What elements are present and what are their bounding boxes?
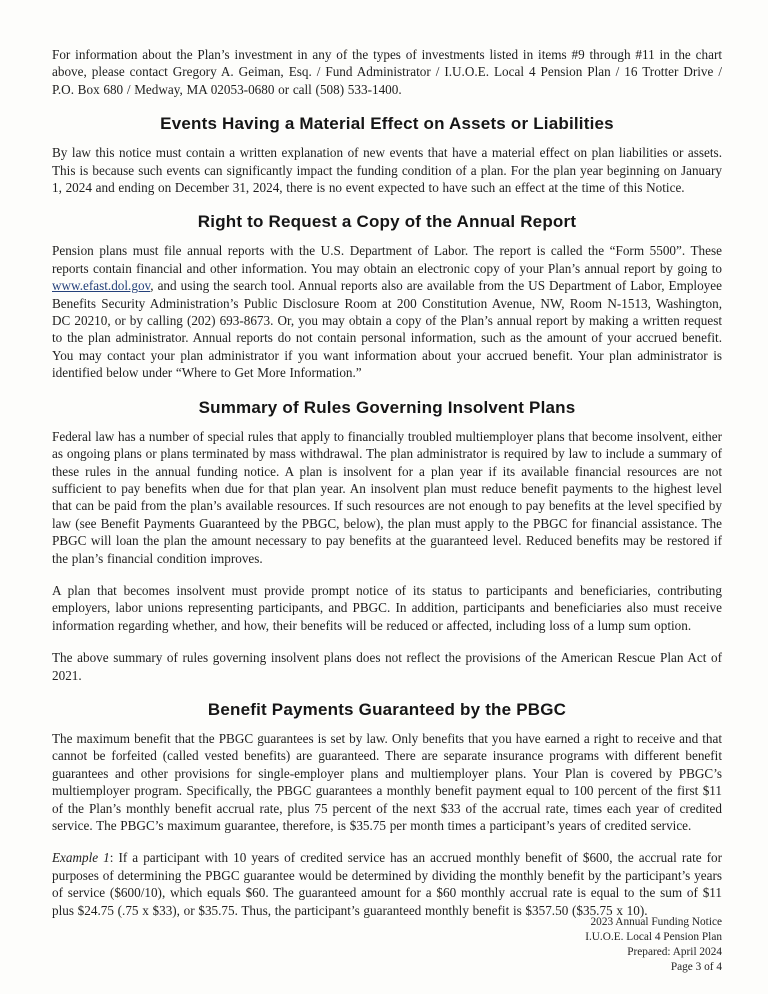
efast-dol-gov-link[interactable]: www.efast.dol.gov <box>52 278 151 294</box>
annual-report-paragraph <box>52 242 722 381</box>
footer-prepared-date: Prepared: April 2024 <box>627 946 722 958</box>
insolvent-plans-paragraph-2: A plan that becomes insolvent must provide prompt notice of its status to participants and beneficiaries, contributing employers, labor unions representing participants, and PBGC. In addition, participants and beneficiaries also must receive information regarding whether, and how, their benefits will be reduced or affected, including loss of a lump sum option. <box>52 582 722 633</box>
example-1-paragraph <box>52 849 722 919</box>
insolvent-plans-paragraph-1: Federal law has a number of special rules that apply to financially troubled multiemployer plans that become insolvent, either as ongoing plans or plans terminated by mass withdrawal. The plan administrator is required by law to include a summary of these rules in the annual funding notice. A plan is insolvent for a plan year if its available financial resources are not sufficient to pay benefits when due for that plan year. An insolvent plan must reduce benefit payments to the highest level that can be paid from the plan’s available resources. If such resources are not enough to pay benefits at the level specified by law (see Benefit Payments Guaranteed by the PBGC, below), the plan must apply to the PBGC for financial assistance. The PBGC will loan the plan the amount necessary to pay benefits at the guaranteed level. Reduced benefits may be restored if the plan’s financial condition improves. <box>52 428 722 566</box>
annual-report-text-before-link: Pension plans must file annual reports with the U.S. Department of Labor. The report is called the “Form 5500”. These reports contain financial and other information. You may obtain an electronic copy of your Plan’s annual report by going to <box>52 243 722 276</box>
example-1-label: Example 1 <box>52 850 110 866</box>
annual-report-text-after-link: , and using the search tool. Annual reports also are available from the US Department of Labor, Employee Benefits Security Administration’s Public Disclosure Room at 200 Constitution Avenue, NW, Room N-1513, Washington, DC 20210, or by calling (202) 693-8673. Or, you may obtain a copy of the Plan’s annual report by making a written request to the plan administrator. Annual reports do not contain personal information, such as the amount of your accrued benefit. You may contact your plan administrator if you want information about your accrued benefit. Your plan administrator is identified below under “Where to Get More Information.” <box>52 278 722 381</box>
heading-material-effect: Events Having a Material Effect on Assets or Liabilities <box>160 114 614 134</box>
intro-paragraph: For information about the Plan’s investment in any of the types of investments listed in items #9 through #11 in the chart above, please contact Gregory A. Geiman, Esq. / Fund Administrator / I.U.O.E. Local 4 Pension Plan / 16 Trotter Drive / P.O. Box 680 / Medway, MA 02053-0680 or call (508) 533-1400. <box>52 47 722 97</box>
example-1-text: : If a participant with 10 years of credited service has an accrued monthly benefit of $600, the accrual rate for purposes of determining the PBGC guarantee would be determined by dividing the monthly benefit by the participant’s years of service ($600/10), which equals $60. The guaranteed amount for a $60 monthly accrual rate is equal to the sum of $11 plus $24.75 (.75 x $33), or $35.75. Thus, the participant’s guaranteed monthly benefit is $357.50 ($35.75 x 10). <box>52 850 723 918</box>
heading-pbgc-guarantee: Benefit Payments Guaranteed by the PBGC <box>207 699 567 719</box>
document-content <box>52 46 722 934</box>
pbgc-guarantee-paragraph: The maximum benefit that the PBGC guarantees is set by law. Only benefits that you have earned a right to receive and that cannot be forfeited (called vested benefits) are guaranteed. There are separate insurance programs with different benefit guarantees and other provisions for single-employer plans and multiemployer plans. Your Plan is covered by PBGC’s multiemployer program. Specifically, the PBGC guarantees a monthly benefit payment equal to 100 percent of the first $11 of the Plan’s monthly benefit accrual rate, plus 75 percent of the next $33 of the accrual rate, times each year of credited service. The PBGC’s maximum guarantee, therefore, is $35.75 per month times a participant’s years of credited service. <box>52 730 722 833</box>
heading-insolvent-plans: Summary of Rules Governing Insolvent Plans <box>198 397 576 417</box>
footer-notice-title: 2023 Annual Funding Notice <box>590 916 722 928</box>
heading-annual-report: Right to Request a Copy of the Annual Report <box>197 212 577 232</box>
insolvent-plans-paragraph-3: The above summary of rules governing insolvent plans does not reflect the provisions of the American Rescue Plan Act of 2021. <box>52 650 722 683</box>
material-effect-paragraph: By law this notice must contain a written explanation of new events that have a material effect on plan liabilities or assets. This is because such events can significantly impact the funding condition of a plan. For the plan year beginning on January 1, 2024 and ending on December 31, 2024, there is no event expected to have such an effect at the time of this Notice. <box>52 145 722 196</box>
footer-plan-name: I.U.O.E. Local 4 Pension Plan <box>585 931 722 943</box>
page-footer <box>585 915 722 975</box>
footer-page-number: Page 3 of 4 <box>670 961 722 973</box>
